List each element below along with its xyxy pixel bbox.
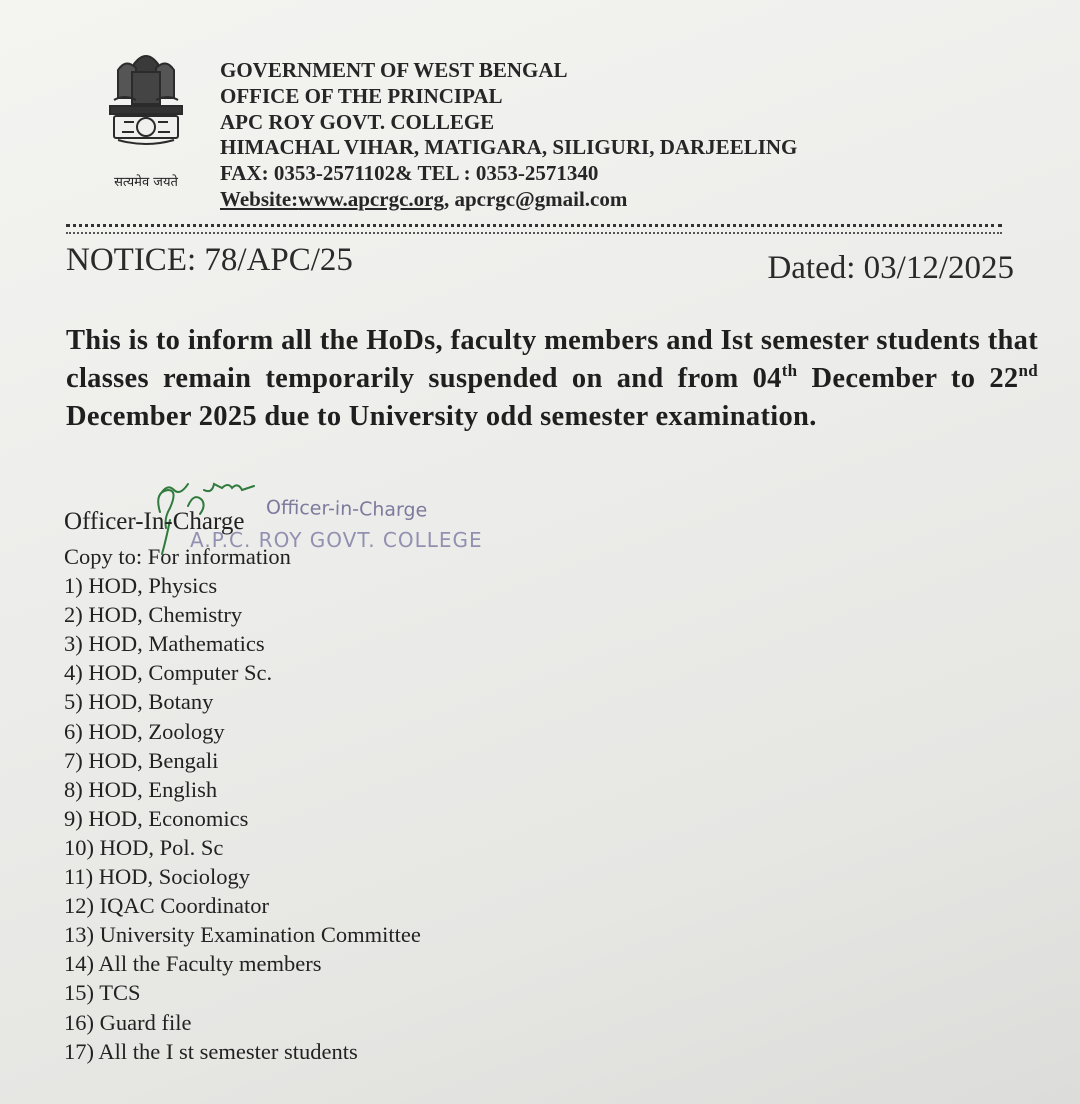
list-item: 14) All the Faculty members bbox=[64, 951, 322, 977]
body-sup-1: th bbox=[781, 361, 798, 380]
body-text-1: This is to inform all the HoDs, faculty members and Ist semester students that classes remain temporarily suspended on and from 04 bbox=[66, 325, 1038, 394]
copy-to-list bbox=[64, 542, 421, 1066]
notice-date: Dated: 03/12/2025 bbox=[767, 250, 1014, 286]
list-item: 16) Guard file bbox=[64, 1009, 192, 1035]
body-text-3: December 2025 due to University odd semester examination. bbox=[66, 401, 817, 432]
header-line-office: OFFICE OF THE PRINCIPAL bbox=[220, 83, 503, 108]
website-label: Website: bbox=[220, 186, 299, 211]
signatory: Officer-In-Charge bbox=[64, 508, 245, 535]
list-item: 12) IQAC Coordinator bbox=[64, 893, 269, 919]
list-item: 13) University Examination Committee bbox=[64, 922, 421, 948]
notice-number: NOTICE: 78/APC/25 bbox=[66, 242, 353, 278]
list-item: 15) TCS bbox=[64, 980, 141, 1006]
list-item: 8) HOD, English bbox=[64, 776, 218, 802]
letterhead bbox=[220, 58, 797, 213]
header-line-address: HIMACHAL VIHAR, MATIGARA, SILIGURI, DARJEELING bbox=[220, 135, 798, 160]
email-address: , apcrgc@gmail.com bbox=[443, 186, 628, 211]
list-item: 6) HOD, Zoology bbox=[64, 718, 225, 744]
header-divider bbox=[66, 224, 1002, 230]
copy-to-heading: Copy to: For information bbox=[64, 544, 291, 569]
list-item: 4) HOD, Computer Sc. bbox=[64, 660, 273, 686]
body-sup-2: nd bbox=[1018, 361, 1038, 380]
stamp-college: A.P.C. ROY GOVT. COLLEGE bbox=[190, 528, 483, 552]
state-emblem bbox=[96, 44, 196, 192]
list-item: 9) HOD, Economics bbox=[64, 805, 249, 831]
header-divider-secondary bbox=[66, 232, 1002, 236]
header-line-government: GOVERNMENT OF WEST BENGAL bbox=[220, 58, 568, 82]
body-text-2: December to 22 bbox=[797, 363, 1019, 394]
header-line-college: APC ROY GOVT. COLLEGE bbox=[220, 109, 495, 134]
website-link[interactable]: www.apcrgc.org bbox=[298, 186, 444, 211]
header-line-contact: FAX: 0353-2571102& TEL : 0353-2571340 bbox=[220, 161, 599, 186]
list-item: 2) HOD, Chemistry bbox=[64, 602, 243, 628]
list-item: 1) HOD, Physics bbox=[64, 573, 218, 599]
stamp-title: Officer-in-Charge bbox=[265, 496, 428, 522]
state-emblem-icon bbox=[96, 44, 196, 176]
list-item: 7) HOD, Bengali bbox=[64, 747, 219, 773]
list-item: 5) HOD, Botany bbox=[64, 689, 214, 715]
notice-body bbox=[66, 322, 1038, 436]
list-item: 17) All the I st semester students bbox=[64, 1038, 358, 1064]
list-item: 10) HOD, Pol. Sc bbox=[64, 834, 224, 860]
emblem-motto: सत्यमेव जयते bbox=[114, 175, 178, 190]
list-item: 11) HOD, Sociology bbox=[64, 864, 251, 890]
header-line-website bbox=[220, 187, 797, 213]
list-item: 3) HOD, Mathematics bbox=[64, 631, 265, 657]
